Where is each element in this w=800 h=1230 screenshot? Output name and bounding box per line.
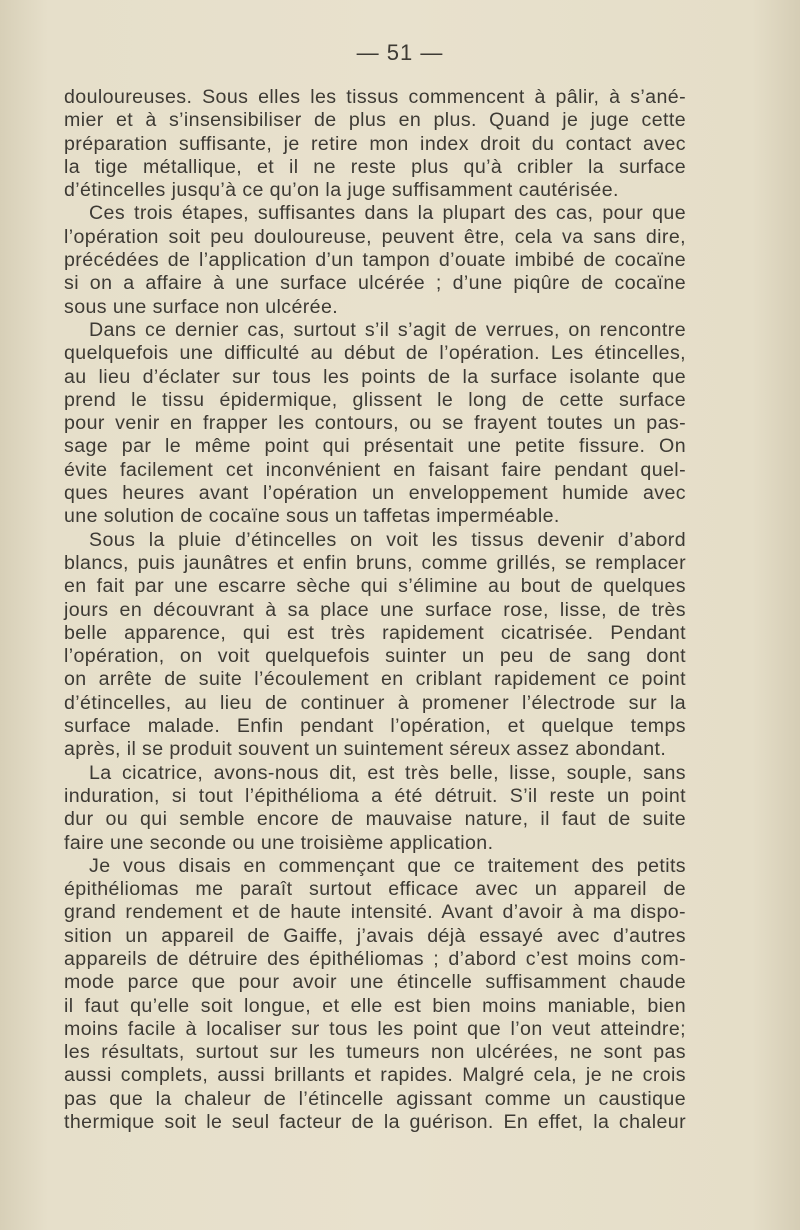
page-number: — 51 — xyxy=(356,40,444,65)
text-line: belle apparence, qui est très rapidement cicatrisée. Pendant xyxy=(64,621,686,644)
text-line: on arrête de suite l’écoulement en criblant rapidement ce point xyxy=(64,668,686,691)
text-line: moins facile à localiser sur tous les point que l’on veut atteindre; xyxy=(64,1017,686,1040)
text-line: au lieu d’éclater sur tous les points de la surface isolante que xyxy=(64,365,686,388)
text-line: Sous la pluie d’étincelles on voit les tissus devenir d’abord xyxy=(89,528,686,551)
text-line: jours en découvrant à sa place une surface rose, lisse, de très xyxy=(64,598,686,621)
text-line: d’étincelles, au lieu de continuer à promener l’électrode sur la xyxy=(64,691,686,714)
text-line: La cicatrice, avons-nous dit, est très belle, lisse, souple, sans xyxy=(89,761,686,784)
text-line: épithéliomas me paraît surtout efficace avec un appareil de xyxy=(64,878,686,901)
text-line: précédées de l’application d’un tampon d’ouate imbibé de cocaïne xyxy=(64,249,686,272)
text-line: grand rendement et de haute intensité. Avant d’avoir à ma dispo- xyxy=(64,901,686,924)
text-line: préparation suffisante, je retire mon index droit du contact avec xyxy=(64,132,686,155)
text-line: douloureuses. Sous elles les tissus commencent à pâlir, à s’ané- xyxy=(64,86,686,108)
text-line: sition un appareil de Gaiffe, j’avais déjà essayé avec d’autres xyxy=(64,924,686,947)
text-line: mier et à s’insensibiliser de plus en plus. Quand je juge cette xyxy=(64,109,686,132)
text-line: prend le tissu épidermique, glissent le long de cette surface xyxy=(64,388,686,411)
text-line: Je vous disais en commençant que ce traitement des petits xyxy=(89,854,686,877)
body-text xyxy=(64,86,686,1134)
text-line: sous une surface non ulcérée. xyxy=(64,295,339,318)
text-line: en fait par une escarre sèche qui s’élimine au bout de quelques xyxy=(64,575,686,598)
text-line: pas que la chaleur de l’étincelle agissant comme un caustique xyxy=(64,1087,686,1110)
text-line: blancs, puis jaunâtres et enfin bruns, comme grillés, se remplacer xyxy=(64,551,686,574)
text-line: une solution de cocaïne sous un taffetas imperméable. xyxy=(64,505,560,528)
text-line: les résultats, surtout sur les tumeurs non ulcérées, ne sont pas xyxy=(64,1041,686,1064)
text-line: quelquefois une difficulté au début de l’opération. Les étincelles, xyxy=(64,342,686,365)
text-line: faire une seconde ou une troisième application. xyxy=(64,831,494,854)
text-line: induration, si tout l’épithélioma a été détruit. S’il reste un point xyxy=(64,784,686,807)
text-line: après, il se produit souvent un suintement séreux assez abondant. xyxy=(64,738,667,761)
text-line: appareils de détruire des épithéliomas ; d’abord c’est moins com- xyxy=(64,947,686,970)
text-line: il faut qu’elle soit longue, et elle est bien moins maniable, bien xyxy=(64,994,686,1017)
text-line: aussi complets, aussi brillants et rapides. Malgré cela, je ne crois xyxy=(64,1064,686,1087)
text-line: évite facilement cet inconvénient en faisant faire pendant quel- xyxy=(64,458,686,481)
text-line: l’opération soit peu douloureuse, peuvent être, cela va sans dire, xyxy=(64,225,686,248)
text-line: surface malade. Enfin pendant l’opération, et quelque temps xyxy=(64,715,686,738)
text-line: si on a affaire à une surface ulcérée ; d’une piqûre de cocaïne xyxy=(64,272,686,295)
text-line: dur ou qui semble encore de mauvaise nature, il faut de suite xyxy=(64,808,686,831)
text-line: Ces trois étapes, suffisantes dans la plupart des cas, pour que xyxy=(89,202,686,225)
text-line: pour venir en frapper les contours, ou se frayent toutes un pas- xyxy=(64,412,686,435)
text-line: ques heures avant l’opération un enveloppement humide avec xyxy=(64,482,686,505)
text-line: d’étincelles jusqu’à ce qu’on la juge suffisamment cautérisée. xyxy=(64,179,619,202)
text-line: l’opération, on voit quelquefois suinter un peu de sang dont xyxy=(64,645,686,668)
text-line: sage par le même point qui présentait une petite fissure. On xyxy=(64,435,686,458)
text-line: thermique soit le seul facteur de la guérison. En effet, la chaleur xyxy=(64,1111,686,1134)
text-line: mode parce que pour avoir une étincelle suffisamment chaude xyxy=(64,971,686,994)
text-line: la tige métallique, et il ne reste plus qu’à cribler la surface xyxy=(64,155,686,178)
text-line: Dans ce dernier cas, surtout s’il s’agit de verrues, on rencontre xyxy=(89,318,686,341)
